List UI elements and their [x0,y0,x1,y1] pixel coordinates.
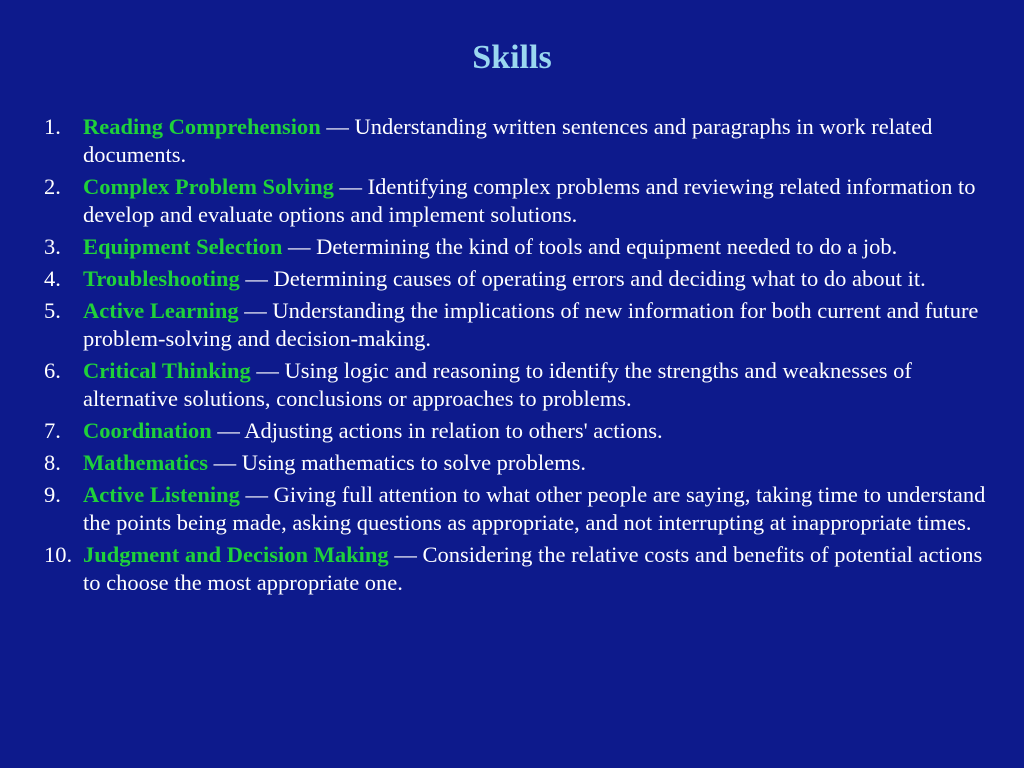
skill-item-6 [44,357,994,413]
skill-separator: — [326,114,349,139]
skill-number: 4. [44,266,61,291]
skill-description: Understanding written sentences and paragraphs in work related documents. [83,114,933,167]
skill-separator: — [339,174,362,199]
skill-item-10 [44,541,994,597]
skill-name: Coordination [83,418,212,443]
skill-number: 6. [44,358,61,383]
skill-separator: — [394,542,417,567]
skill-number: 9. [44,482,61,507]
skill-separator: — [288,234,311,259]
skill-item-2 [44,173,994,229]
skill-item-4 [44,265,994,293]
skill-separator: — [217,418,240,443]
skill-number: 5. [44,298,61,323]
skill-number: 2. [44,174,61,199]
skill-description: Understanding the implications of new information for both current and future problem-solving and decision-making. [83,298,979,351]
skill-separator: — [245,266,268,291]
skill-separator: — [256,358,279,383]
skill-description: Considering the relative costs and benefits of potential actions to choose the most appropriate one. [83,542,983,595]
skill-separator: — [244,298,267,323]
skill-description: Identifying complex problems and reviewing related information to develop and evaluate options and implement solutions. [83,174,976,227]
skill-item-7 [44,417,994,445]
slide-title: Skills [472,39,552,76]
skill-number: 3. [44,234,61,259]
skill-description: Determining causes of operating errors and deciding what to do about it. [273,266,926,291]
skill-item-5 [44,297,994,353]
skills-list [44,113,994,601]
skill-name: Equipment Selection [83,234,283,259]
skill-description: Using logic and reasoning to identify the strengths and weaknesses of alternative solutions, conclusions or approaches to problems. [83,358,912,411]
skill-name: Active Listening [83,482,240,507]
skill-name: Active Learning [83,298,239,323]
skill-description: Determining the kind of tools and equipment needed to do a job. [316,234,898,259]
skill-number: 1. [44,114,61,139]
skill-number: 10. [44,542,73,567]
skill-name: Judgment and Decision Making [83,542,389,567]
skill-description: Giving full attention to what other people are saying, taking time to understand the points being made, asking questions as appropriate, and not interrupting at inappropriate times. [83,482,986,535]
skill-separator: — [213,450,237,475]
skill-item-3 [44,233,994,261]
skill-name: Critical Thinking [83,358,251,383]
skill-name: Complex Problem Solving [83,174,334,199]
skill-item-8 [44,449,994,477]
skill-item-9 [44,481,994,537]
skill-item-1 [44,113,994,169]
skill-description: Using mathematics to solve problems. [241,450,587,475]
skill-separator: — [245,482,268,507]
skill-number: 8. [44,450,61,475]
skill-name: Troubleshooting [83,266,240,291]
skill-name: Reading Comprehension [83,114,321,139]
skill-number: 7. [44,418,61,443]
skill-description: Adjusting actions in relation to others' actions. [244,418,663,443]
skill-name: Mathematics [83,450,208,475]
